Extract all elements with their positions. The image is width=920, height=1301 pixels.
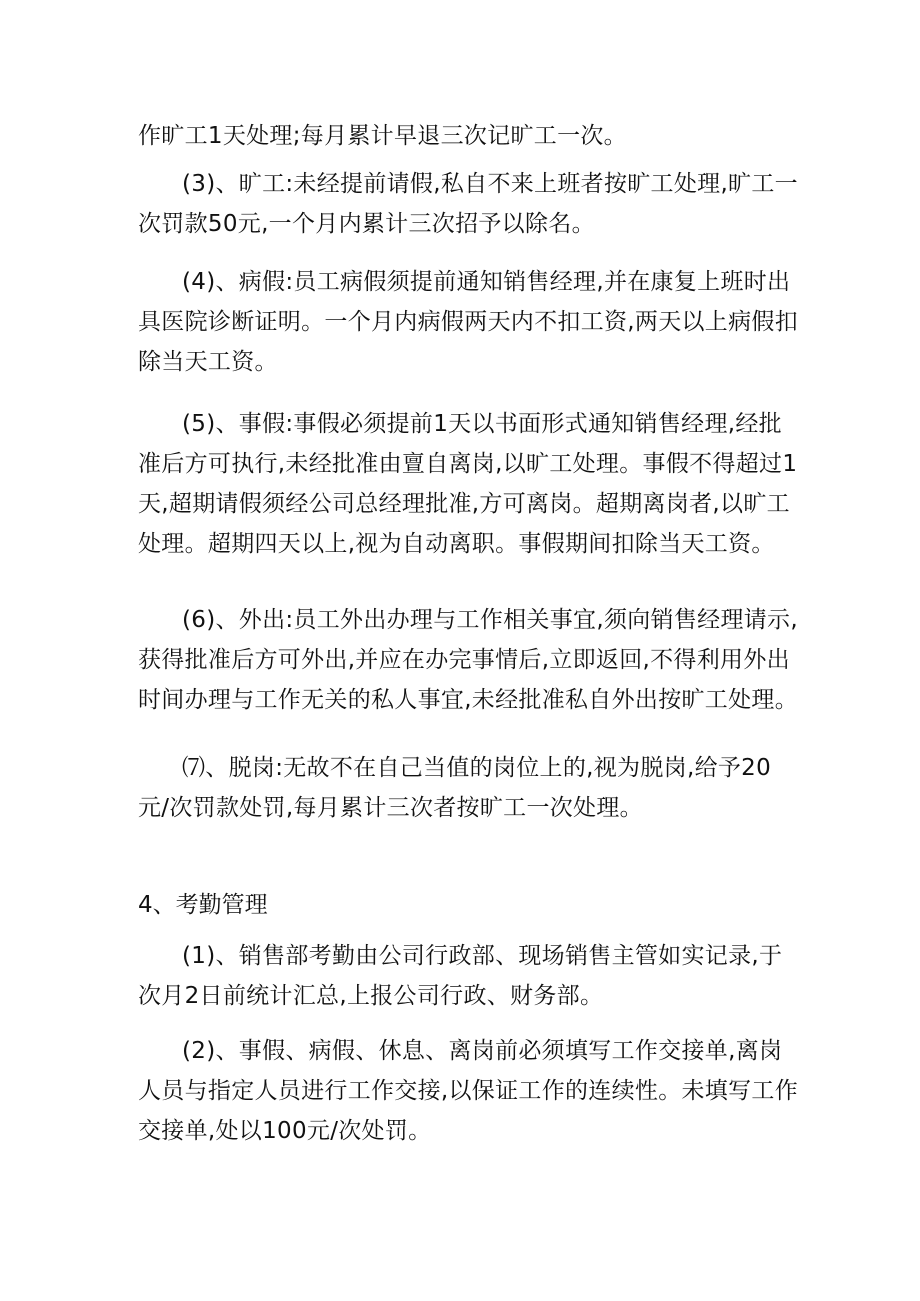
paragraph-going-out: (6)、外出:员工外出办理与工作相关事宜,须向销售经理请示,获得批准后方可外出,并应在办完事情后,立即返回,不得利用外出时间办理与工作无关的私人事宜,未经批准私自外出按旷工处理。 (138, 607, 799, 713)
paragraph-sick-leave: (4)、病假:员工病假须提前通知销售经理,并在康复上班时出具医院诊断证明。一个月内病假两天内不扣工资,两天以上病假扣除当天工资。 (138, 269, 799, 375)
section-heading-attendance: 4、考勤管理 (138, 892, 268, 918)
paragraph-personal-leave: (5)、事假:事假必须提前1天以书面形式通知销售经理,经批准后方可执行,未经批准由亶自离岗,以旷工处理。事假不得超过1天,超期请假须经公司总经理批准,方可离岗。超期离岗者,以旷工处理。超期四天以上,视为自动离职。事假期间扣除当天工资。 (138, 411, 798, 557)
paragraph-attendance-record: (1)、销售部考勤由公司行政部、现场销售主管如实记录,于次月2日前统计汇总,上报公司行政、财务部。 (138, 943, 783, 1009)
paragraph-leaving-post: ⑺、脱岗:无故不在自己当值的岗位上的,视为脱岗,给予20元/次罚款处罚,每月累计三次者按旷工一次处理。 (138, 755, 772, 821)
paragraph-handover: (2)、事假、病假、休息、离岗前必须填写工作交接单,离岗人员与指定人员进行工作交接,以保证工作的连续性。未填写工作交接单,处以100元/次处罚。 (138, 1038, 799, 1144)
paragraph-absence-tail: 作旷工1天处理;每月累计早退三次记旷工一次。 (138, 123, 627, 149)
paragraph-absenteeism: (3)、旷工:未经提前请假,私自不来上班者按旷工处理,旷工一次罚款50元,一个月内累计三次招予以除名。 (138, 171, 798, 237)
